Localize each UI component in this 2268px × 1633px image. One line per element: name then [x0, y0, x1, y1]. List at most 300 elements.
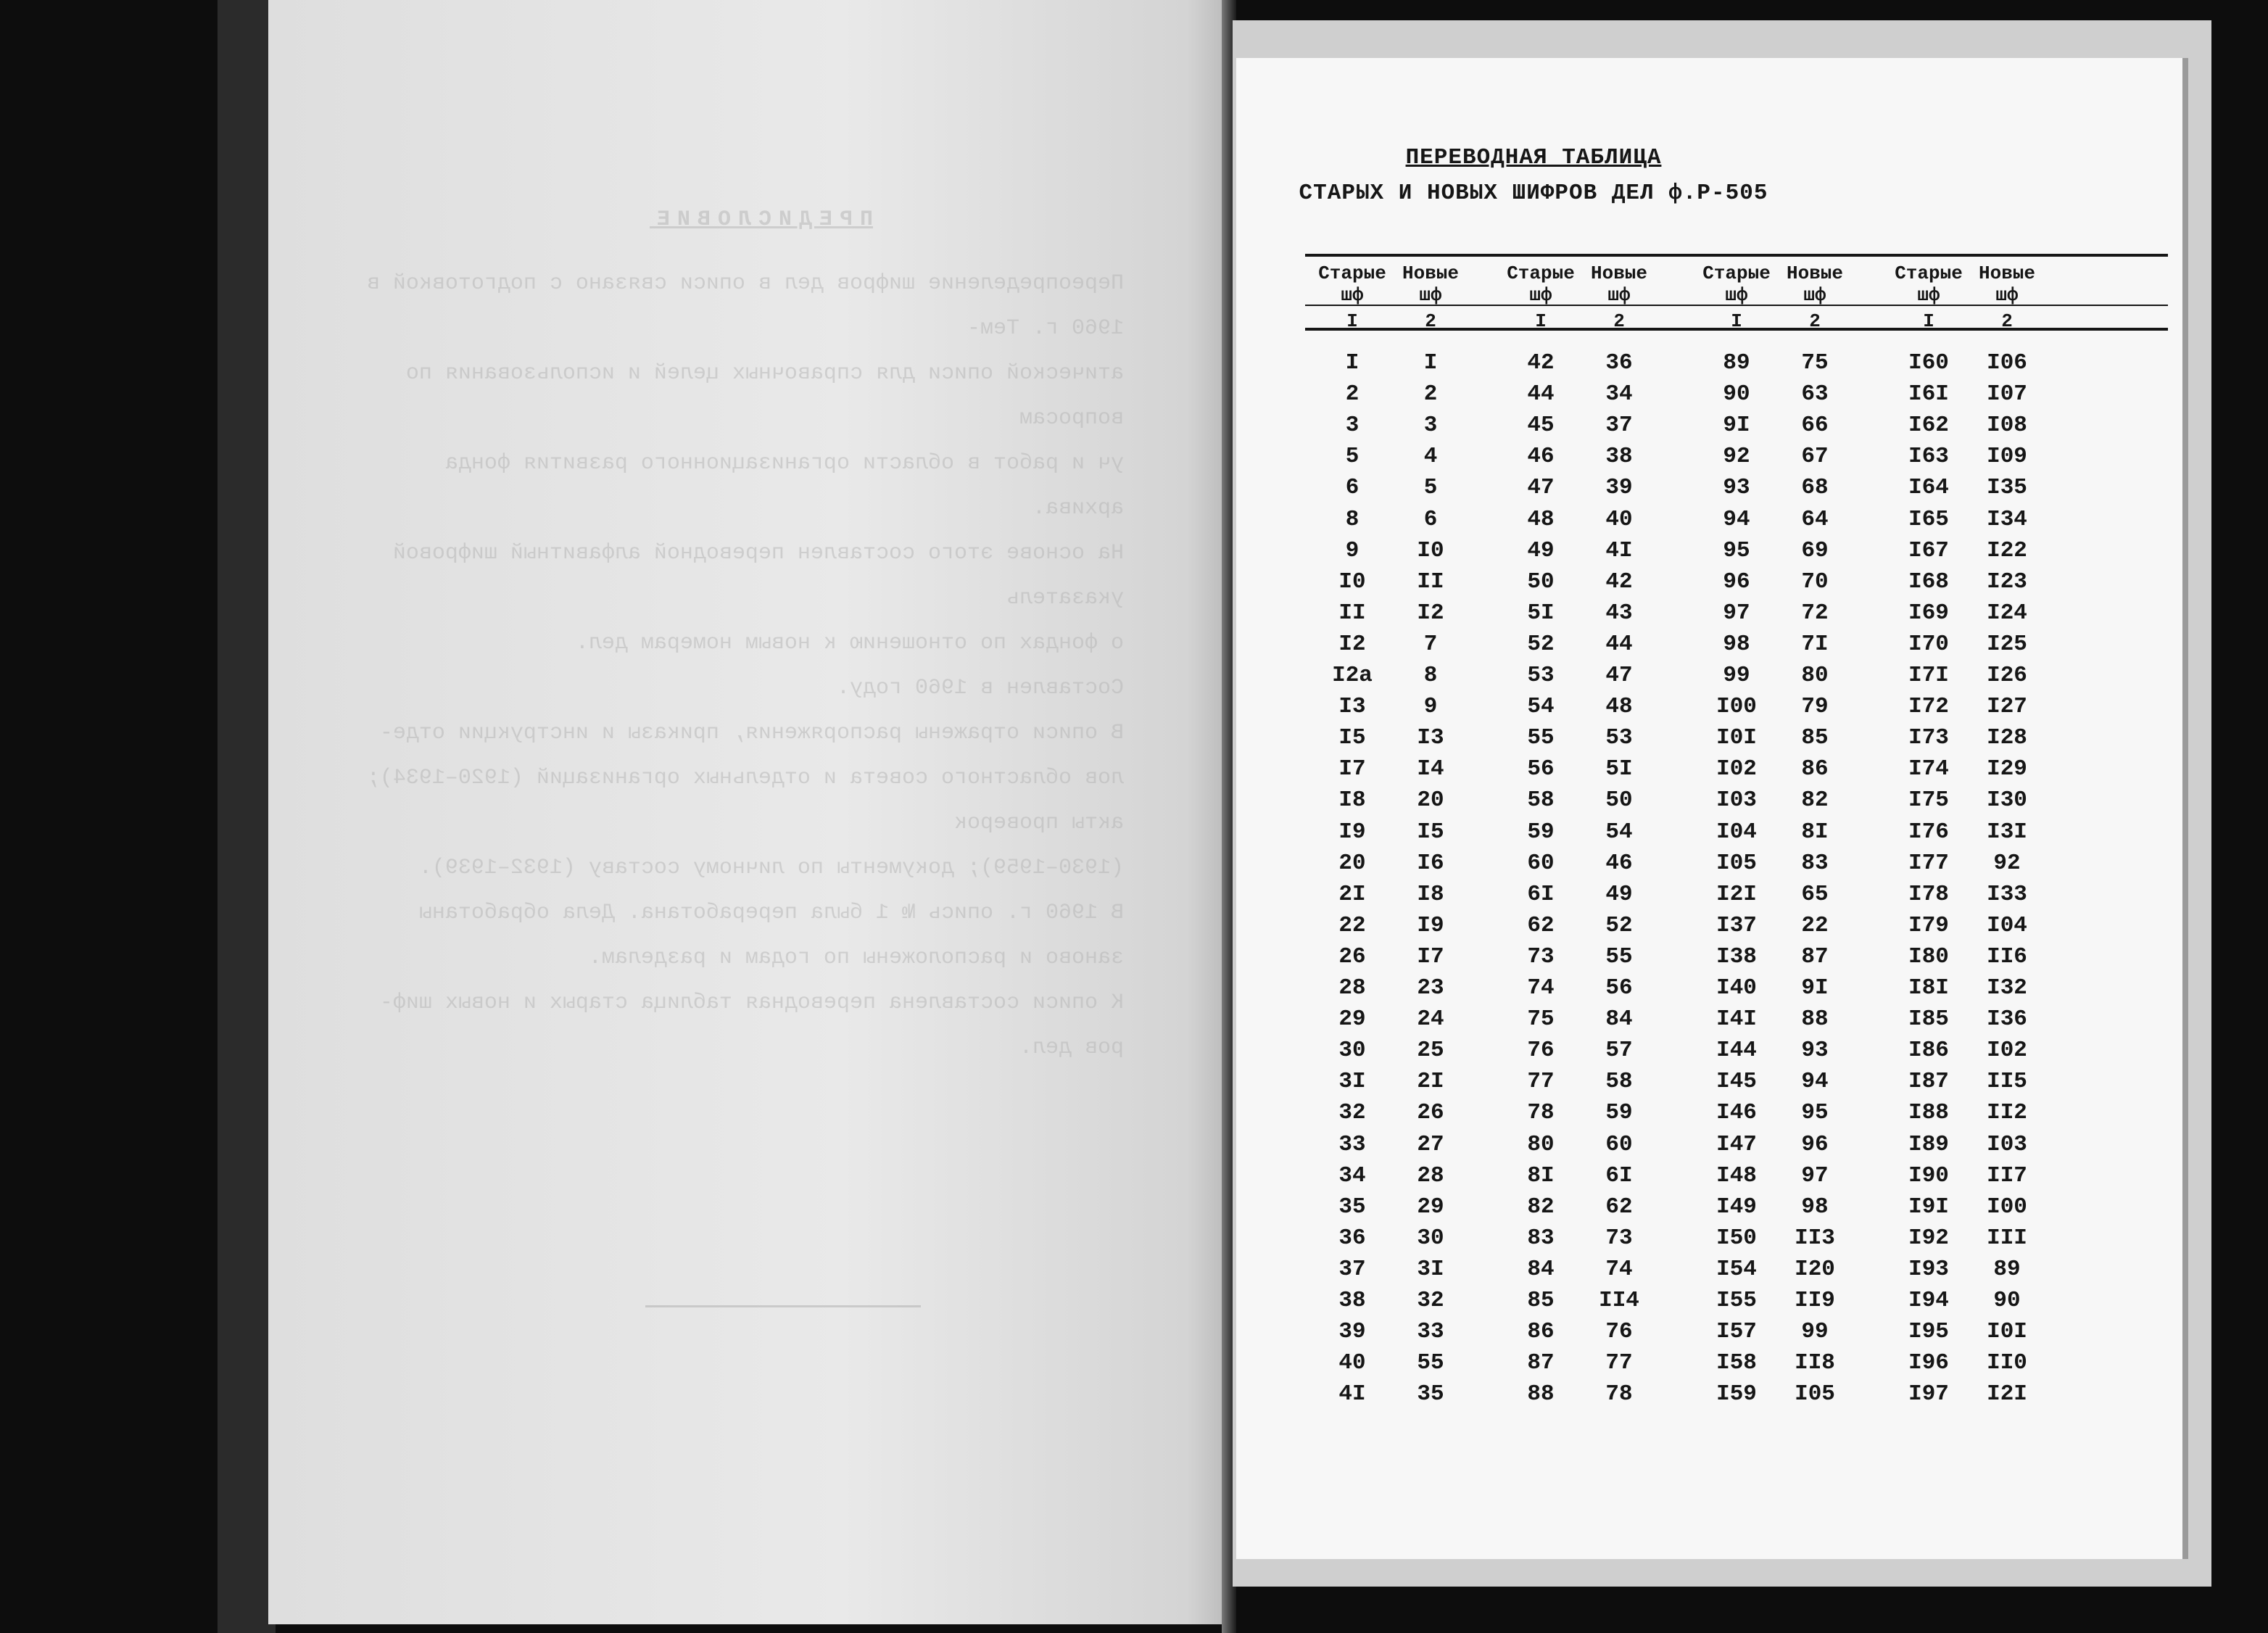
old-shifr-cell: 39 — [1338, 1319, 1366, 1345]
new-shifr-cell: 88 — [1801, 1006, 1829, 1033]
new-shifr-cell: I5 — [1417, 819, 1444, 845]
old-shifr-cell: 53 — [1527, 663, 1555, 688]
new-shifr-cell: 96 — [1801, 1131, 1829, 1157]
old-shifr-cell: I50 — [1716, 1225, 1757, 1251]
column-number: I — [1535, 310, 1547, 332]
new-shifr-cell: III — [1987, 1225, 2027, 1251]
new-shifr-cell: 6 — [1423, 506, 1438, 532]
old-shifr-cell: 98 — [1723, 631, 1750, 657]
new-shifr-cell: 24 — [1417, 1006, 1444, 1033]
old-shifr-cell: 86 — [1527, 1319, 1555, 1345]
left-page-line: Составлен в 1960 году. — [836, 676, 1124, 700]
old-shifr-cell: I05 — [1716, 850, 1757, 876]
old-shifr-cell: I67 — [1908, 537, 1949, 563]
new-shifr-cell: 2I — [1417, 1069, 1444, 1095]
old-shifr-cell: 33 — [1338, 1131, 1366, 1157]
new-shifr-cell: 5 — [1423, 475, 1438, 501]
new-shifr-cell: I2 — [1417, 600, 1444, 626]
old-shifr-cell: 32 — [1338, 1100, 1366, 1126]
old-shifr-cell: I72 — [1908, 694, 1949, 720]
new-shifr-cell: I25 — [1987, 631, 2027, 657]
column-header-new — [1387, 262, 1474, 306]
old-shifr-cell: 9 — [1345, 537, 1359, 563]
new-shifr-cell: 2 — [1423, 381, 1438, 408]
new-shifr-cell: 6I — [1605, 1162, 1633, 1188]
new-shifr-cell: 62 — [1605, 1194, 1633, 1220]
column-header-new — [1576, 262, 1663, 306]
new-shifr-cell: I7 — [1417, 943, 1444, 970]
old-shifr-cell: I64 — [1908, 475, 1949, 501]
new-shifr-cell: II3 — [1795, 1225, 1835, 1251]
column-number: 2 — [1613, 310, 1625, 332]
column-header-sub: шф — [1995, 284, 2019, 306]
old-shifr-cell: 46 — [1527, 444, 1555, 470]
old-shifr-cell: I9I — [1908, 1194, 1949, 1220]
column-number: I — [1346, 310, 1358, 332]
new-shifr-cell: 34 — [1605, 381, 1633, 408]
column-header-sub: шф — [1917, 284, 1940, 306]
new-shifr-cell: 89 — [1993, 1256, 2021, 1282]
left-page-line: о фондах по отношению к новым номерам дел. — [575, 631, 1124, 656]
old-shifr-cell: 83 — [1527, 1225, 1555, 1251]
new-shifr-cell: 4 — [1423, 444, 1438, 470]
new-shifr-cell: II7 — [1987, 1162, 2027, 1188]
left-page-line: атической описи для справочных целей и использования по вопросам — [405, 361, 1124, 431]
new-shifr-cell: I0 — [1417, 537, 1444, 563]
table-title — [1236, 145, 1831, 206]
old-shifr-cell: I65 — [1908, 506, 1949, 532]
column-number: 2 — [1809, 310, 1821, 332]
old-shifr-cell: I55 — [1716, 1288, 1757, 1313]
new-shifr-cell: I34 — [1987, 506, 2027, 532]
old-shifr-cell: 4I — [1338, 1381, 1366, 1407]
old-shifr-cell: I90 — [1908, 1162, 1949, 1188]
old-shifr-cell: I00 — [1716, 694, 1757, 720]
new-shifr-cell: 29 — [1417, 1194, 1444, 1220]
new-shifr-cell: 27 — [1417, 1131, 1444, 1157]
new-shifr-cell: I00 — [1987, 1194, 2027, 1220]
old-shifr-cell: I5 — [1338, 725, 1366, 751]
new-shifr-cell: I33 — [1987, 881, 2027, 907]
new-shifr-cell: 20 — [1417, 787, 1444, 814]
old-shifr-cell: 6 — [1345, 475, 1359, 501]
new-shifr-cell: I3I — [1987, 819, 2027, 845]
old-shifr-cell: 92 — [1723, 444, 1750, 470]
column-header-label: Новые — [1786, 262, 1843, 284]
column-header-label: Старые — [1895, 262, 1963, 284]
new-shifr-cell: I2I — [1987, 1381, 2027, 1407]
new-shifr-cell: 90 — [1993, 1288, 2021, 1313]
left-page-line: уч и работ в области организационного развития фонда архива. — [444, 451, 1124, 521]
new-shifr-cell: 50 — [1605, 787, 1633, 814]
old-shifr-cell: 56 — [1527, 756, 1555, 782]
left-page-line: заново и расположены по годам и разделам. — [588, 946, 1124, 970]
new-shifr-cell: 69 — [1801, 537, 1829, 563]
new-shifr-cell: I08 — [1987, 413, 2027, 439]
new-shifr-cell: 53 — [1605, 725, 1633, 751]
new-shifr-cell: I36 — [1987, 1006, 2027, 1033]
new-shifr-cell: 46 — [1605, 850, 1633, 876]
old-shifr-cell: I60 — [1908, 350, 1949, 376]
old-shifr-cell: 58 — [1527, 787, 1555, 814]
old-shifr-cell: 22 — [1338, 912, 1366, 938]
new-shifr-cell: 40 — [1605, 506, 1633, 532]
old-shifr-cell: I9 — [1338, 819, 1366, 845]
new-shifr-cell: 22 — [1801, 912, 1829, 938]
new-shifr-cell: I3 — [1417, 725, 1444, 751]
old-shifr-cell: I0 — [1338, 569, 1366, 595]
new-shifr-cell: 30 — [1417, 1225, 1444, 1251]
column-header-sub: шф — [1341, 284, 1364, 306]
column-header-old — [1693, 262, 1780, 306]
new-shifr-cell: I04 — [1987, 912, 2027, 938]
new-shifr-cell: 83 — [1801, 850, 1829, 876]
new-shifr-cell: 98 — [1801, 1194, 1829, 1220]
new-shifr-cell: 70 — [1801, 569, 1829, 595]
new-shifr-cell: 9 — [1423, 694, 1438, 720]
new-shifr-cell: I05 — [1795, 1381, 1835, 1407]
new-shifr-cell: 97 — [1801, 1162, 1829, 1188]
old-shifr-cell: 5 — [1345, 444, 1359, 470]
table-top-rule — [1305, 254, 2168, 257]
old-shifr-cell: 99 — [1723, 663, 1750, 688]
old-shifr-cell: I46 — [1716, 1100, 1757, 1126]
new-shifr-cell: 79 — [1801, 694, 1829, 720]
page-edge — [2182, 58, 2188, 1559]
old-shifr-cell: I0I — [1716, 725, 1757, 751]
old-shifr-cell: I80 — [1908, 943, 1949, 970]
new-shifr-cell: 60 — [1605, 1131, 1633, 1157]
old-shifr-cell: I62 — [1908, 413, 1949, 439]
old-shifr-cell: I40 — [1716, 975, 1757, 1001]
new-shifr-cell: 48 — [1605, 694, 1633, 720]
old-shifr-cell: I49 — [1716, 1194, 1757, 1220]
old-shifr-cell: I87 — [1908, 1069, 1949, 1095]
old-shifr-cell: 77 — [1527, 1069, 1555, 1095]
old-shifr-cell: I04 — [1716, 819, 1757, 845]
old-shifr-cell: I95 — [1908, 1319, 1949, 1345]
old-shifr-cell: I47 — [1716, 1131, 1757, 1157]
left-page-line: В описи отражены распоряжения, приказы и инструкции отде- — [379, 721, 1124, 745]
old-shifr-cell: I77 — [1908, 850, 1949, 876]
new-shifr-cell: I4 — [1417, 756, 1444, 782]
old-shifr-cell: 97 — [1723, 600, 1750, 626]
new-shifr-cell: I27 — [1987, 694, 2027, 720]
new-shifr-cell: 63 — [1801, 381, 1829, 408]
old-shifr-cell: 50 — [1527, 569, 1555, 595]
old-shifr-cell: 87 — [1527, 1350, 1555, 1376]
old-shifr-cell: I68 — [1908, 569, 1949, 595]
left-page-line: Переопределение шифров дел в описи связано с подготовкой в 1960 г. Тем- — [366, 271, 1124, 341]
new-shifr-cell: 55 — [1417, 1350, 1444, 1376]
old-shifr-cell: I58 — [1716, 1350, 1757, 1376]
new-shifr-cell: 38 — [1605, 444, 1633, 470]
new-shifr-cell: II5 — [1987, 1069, 2027, 1095]
new-shifr-cell: 33 — [1417, 1319, 1444, 1345]
column-header-sub: шф — [1607, 284, 1631, 306]
old-shifr-cell: I78 — [1908, 881, 1949, 907]
old-shifr-cell: 2I — [1338, 881, 1366, 907]
old-shifr-cell: 49 — [1527, 537, 1555, 563]
old-shifr-cell: I3 — [1338, 694, 1366, 720]
old-shifr-cell: 75 — [1527, 1006, 1555, 1033]
old-shifr-cell: 59 — [1527, 819, 1555, 845]
new-shifr-cell: 49 — [1605, 881, 1633, 907]
column-header-label: Новые — [1402, 262, 1459, 284]
left-page-line: На основе этого составлен переводной алфавитный шифровой указатель — [392, 541, 1124, 611]
new-shifr-cell: 7I — [1801, 631, 1829, 657]
old-shifr-cell: I8 — [1338, 787, 1366, 814]
old-shifr-cell: 8I — [1527, 1162, 1555, 1188]
old-shifr-cell: 52 — [1527, 631, 1555, 657]
old-shifr-cell: 73 — [1527, 943, 1555, 970]
old-shifr-cell: I75 — [1908, 787, 1949, 814]
table-title-line2: СТАРЫХ И НОВЫХ ШИФРОВ ДЕЛ ф.Р-505 — [1299, 181, 1768, 206]
old-shifr-cell: I8I — [1908, 975, 1949, 1001]
old-shifr-cell: 42 — [1527, 350, 1555, 376]
left-page-underline — [645, 1305, 921, 1307]
old-shifr-cell: 93 — [1723, 475, 1750, 501]
new-shifr-cell: 56 — [1605, 975, 1633, 1001]
new-shifr-cell: 3I — [1417, 1256, 1444, 1282]
old-shifr-cell: I96 — [1908, 1350, 1949, 1376]
old-shifr-cell: 88 — [1527, 1381, 1555, 1407]
left-page-line: лов областного совета и отдельных организаций (1920–1934); акты проверок — [366, 766, 1124, 835]
new-shifr-cell: I28 — [1987, 725, 2027, 751]
old-shifr-cell: I86 — [1908, 1038, 1949, 1064]
new-shifr-cell: 57 — [1605, 1038, 1633, 1064]
column-header-label: Старые — [1507, 262, 1575, 284]
new-shifr-cell: 7 — [1423, 631, 1438, 657]
column-number: I — [1731, 310, 1742, 332]
new-shifr-cell: 64 — [1801, 506, 1829, 532]
old-shifr-cell: 54 — [1527, 694, 1555, 720]
column-header-sub: шф — [1419, 284, 1442, 306]
old-shifr-cell: I6I — [1908, 381, 1949, 408]
new-shifr-cell: 28 — [1417, 1162, 1444, 1188]
left-page — [268, 0, 1225, 1624]
old-shifr-cell: I38 — [1716, 943, 1757, 970]
left-page-line: В 1960 г. опись № 1 была переработана. Дела обработаны — [418, 901, 1124, 925]
old-shifr-cell: I94 — [1908, 1288, 1949, 1313]
new-shifr-cell: I35 — [1987, 475, 2027, 501]
old-shifr-cell: I92 — [1908, 1225, 1949, 1251]
old-shifr-cell: I88 — [1908, 1100, 1949, 1126]
old-shifr-cell: I79 — [1908, 912, 1949, 938]
new-shifr-cell: I20 — [1795, 1256, 1835, 1282]
new-shifr-cell: 82 — [1801, 787, 1829, 814]
new-shifr-cell: 44 — [1605, 631, 1633, 657]
binder-cover-left — [218, 0, 276, 1633]
column-header-sub: шф — [1803, 284, 1826, 306]
new-shifr-cell: 3 — [1423, 413, 1438, 439]
new-shifr-cell: 72 — [1801, 600, 1829, 626]
column-header-label: Новые — [1590, 262, 1647, 284]
old-shifr-cell: I03 — [1716, 787, 1757, 814]
new-shifr-cell: 94 — [1801, 1069, 1829, 1095]
new-shifr-cell: I6 — [1417, 850, 1444, 876]
old-shifr-cell: 29 — [1338, 1006, 1366, 1033]
column-header-sub: шф — [1529, 284, 1552, 306]
old-shifr-cell: 96 — [1723, 569, 1750, 595]
new-shifr-cell: I06 — [1987, 350, 2027, 376]
new-shifr-cell: I09 — [1987, 444, 2027, 470]
old-shifr-cell: 44 — [1527, 381, 1555, 408]
new-shifr-cell: 8 — [1423, 663, 1438, 688]
old-shifr-cell: 62 — [1527, 912, 1555, 938]
old-shifr-cell: 26 — [1338, 943, 1366, 970]
old-shifr-cell: 74 — [1527, 975, 1555, 1001]
old-shifr-cell: I7 — [1338, 756, 1366, 782]
new-shifr-cell: 85 — [1801, 725, 1829, 751]
new-shifr-cell: 73 — [1605, 1225, 1633, 1251]
old-shifr-cell: 3 — [1345, 413, 1359, 439]
old-shifr-cell: 6I — [1527, 881, 1555, 907]
new-shifr-cell: I30 — [1987, 787, 2027, 814]
old-shifr-cell: I63 — [1908, 444, 1949, 470]
new-shifr-cell: 39 — [1605, 475, 1633, 501]
old-shifr-cell: 55 — [1527, 725, 1555, 751]
new-shifr-cell: 5I — [1605, 756, 1633, 782]
new-shifr-cell: I22 — [1987, 537, 2027, 563]
column-header-old — [1885, 262, 1972, 306]
new-shifr-cell: II4 — [1599, 1288, 1639, 1313]
new-shifr-cell: 76 — [1605, 1319, 1633, 1345]
new-shifr-cell: 93 — [1801, 1038, 1829, 1064]
new-shifr-cell: 36 — [1605, 350, 1633, 376]
new-shifr-cell: 80 — [1801, 663, 1829, 688]
old-shifr-cell: I54 — [1716, 1256, 1757, 1282]
old-shifr-cell: I70 — [1908, 631, 1949, 657]
new-shifr-cell: I07 — [1987, 381, 2027, 408]
new-shifr-cell: 58 — [1605, 1069, 1633, 1095]
new-shifr-cell: II9 — [1795, 1288, 1835, 1313]
old-shifr-cell: I69 — [1908, 600, 1949, 626]
column-number: 2 — [2001, 310, 2013, 332]
new-shifr-cell: 23 — [1417, 975, 1444, 1001]
old-shifr-cell: II — [1338, 600, 1366, 626]
old-shifr-cell: 35 — [1338, 1194, 1366, 1220]
old-shifr-cell: 85 — [1527, 1288, 1555, 1313]
column-header-old — [1497, 262, 1584, 306]
left-page-title: ПРЕДИСЛОВИЕ — [649, 207, 874, 232]
old-shifr-cell: I73 — [1908, 725, 1949, 751]
old-shifr-cell: 94 — [1723, 506, 1750, 532]
new-shifr-cell: 65 — [1801, 881, 1829, 907]
new-shifr-cell: 75 — [1801, 350, 1829, 376]
new-shifr-cell: 32 — [1417, 1288, 1444, 1313]
new-shifr-cell: II2 — [1987, 1100, 2027, 1126]
old-shifr-cell: I4I — [1716, 1006, 1757, 1033]
new-shifr-cell: II6 — [1987, 943, 2027, 970]
old-shifr-cell: 48 — [1527, 506, 1555, 532]
old-shifr-cell: I93 — [1908, 1256, 1949, 1282]
new-shifr-cell: 25 — [1417, 1038, 1444, 1064]
column-header-label: Старые — [1702, 262, 1771, 284]
old-shifr-cell: I2а — [1332, 663, 1373, 688]
new-shifr-cell: 47 — [1605, 663, 1633, 688]
old-shifr-cell: 40 — [1338, 1350, 1366, 1376]
bleed-through-text — [268, 0, 1225, 1624]
left-page-line: (1930–1959); документы по личному составу (1932–1939). — [418, 856, 1124, 880]
left-page-body — [341, 261, 1124, 1070]
new-shifr-cell: 37 — [1605, 413, 1633, 439]
new-shifr-cell: I03 — [1987, 1131, 2027, 1157]
new-shifr-cell: I8 — [1417, 881, 1444, 907]
left-page-line: ров дел. — [1019, 1035, 1124, 1060]
old-shifr-cell: 60 — [1527, 850, 1555, 876]
new-shifr-cell: 77 — [1605, 1350, 1633, 1376]
new-shifr-cell: I32 — [1987, 975, 2027, 1001]
table-title-line1: ПЕРЕВОДНАЯ ТАБЛИЦА — [1405, 145, 1662, 170]
new-shifr-cell: 92 — [1993, 850, 2021, 876]
new-shifr-cell: I — [1423, 350, 1438, 376]
new-shifr-cell: 78 — [1605, 1381, 1633, 1407]
old-shifr-cell: I85 — [1908, 1006, 1949, 1033]
column-header-new — [1963, 262, 2050, 306]
old-shifr-cell: I97 — [1908, 1381, 1949, 1407]
old-shifr-cell: I59 — [1716, 1381, 1757, 1407]
column-header-new — [1771, 262, 1858, 306]
old-shifr-cell: I02 — [1716, 756, 1757, 782]
column-header-sub: шф — [1725, 284, 1748, 306]
new-shifr-cell: 8I — [1801, 819, 1829, 845]
old-shifr-cell: I89 — [1908, 1131, 1949, 1157]
new-shifr-cell: 95 — [1801, 1100, 1829, 1126]
new-shifr-cell: I24 — [1987, 600, 2027, 626]
old-shifr-cell: 3I — [1338, 1069, 1366, 1095]
old-shifr-cell: 8 — [1345, 506, 1359, 532]
new-shifr-cell: I02 — [1987, 1038, 2027, 1064]
column-header-label: Старые — [1318, 262, 1386, 284]
new-shifr-cell: 99 — [1801, 1319, 1829, 1345]
new-shifr-cell: 66 — [1801, 413, 1829, 439]
old-shifr-cell: 90 — [1723, 381, 1750, 408]
new-shifr-cell: 54 — [1605, 819, 1633, 845]
old-shifr-cell: I44 — [1716, 1038, 1757, 1064]
new-shifr-cell: 52 — [1605, 912, 1633, 938]
old-shifr-cell: 80 — [1527, 1131, 1555, 1157]
old-shifr-cell: 37 — [1338, 1256, 1366, 1282]
old-shifr-cell: 76 — [1527, 1038, 1555, 1064]
column-header-old — [1309, 262, 1396, 306]
new-shifr-cell: II — [1417, 569, 1444, 595]
column-number: I — [1923, 310, 1934, 332]
old-shifr-cell: 47 — [1527, 475, 1555, 501]
new-shifr-cell: I0I — [1987, 1319, 2027, 1345]
new-shifr-cell: 86 — [1801, 756, 1829, 782]
new-shifr-cell: 42 — [1605, 569, 1633, 595]
old-shifr-cell: 20 — [1338, 850, 1366, 876]
old-shifr-cell: I74 — [1908, 756, 1949, 782]
column-header-label: Новые — [1978, 262, 2035, 284]
old-shifr-cell: 36 — [1338, 1225, 1366, 1251]
new-shifr-cell: 68 — [1801, 475, 1829, 501]
old-shifr-cell: I7I — [1908, 663, 1949, 688]
new-shifr-cell: 84 — [1605, 1006, 1633, 1033]
old-shifr-cell: 2 — [1345, 381, 1359, 408]
new-shifr-cell: 26 — [1417, 1100, 1444, 1126]
old-shifr-cell: I48 — [1716, 1162, 1757, 1188]
old-shifr-cell: I57 — [1716, 1319, 1757, 1345]
old-shifr-cell: 28 — [1338, 975, 1366, 1001]
old-shifr-cell: 30 — [1338, 1038, 1366, 1064]
new-shifr-cell: II0 — [1987, 1350, 2027, 1376]
new-shifr-cell: 74 — [1605, 1256, 1633, 1282]
old-shifr-cell: 9I — [1723, 413, 1750, 439]
old-shifr-cell: I76 — [1908, 819, 1949, 845]
new-shifr-cell: 9I — [1801, 975, 1829, 1001]
